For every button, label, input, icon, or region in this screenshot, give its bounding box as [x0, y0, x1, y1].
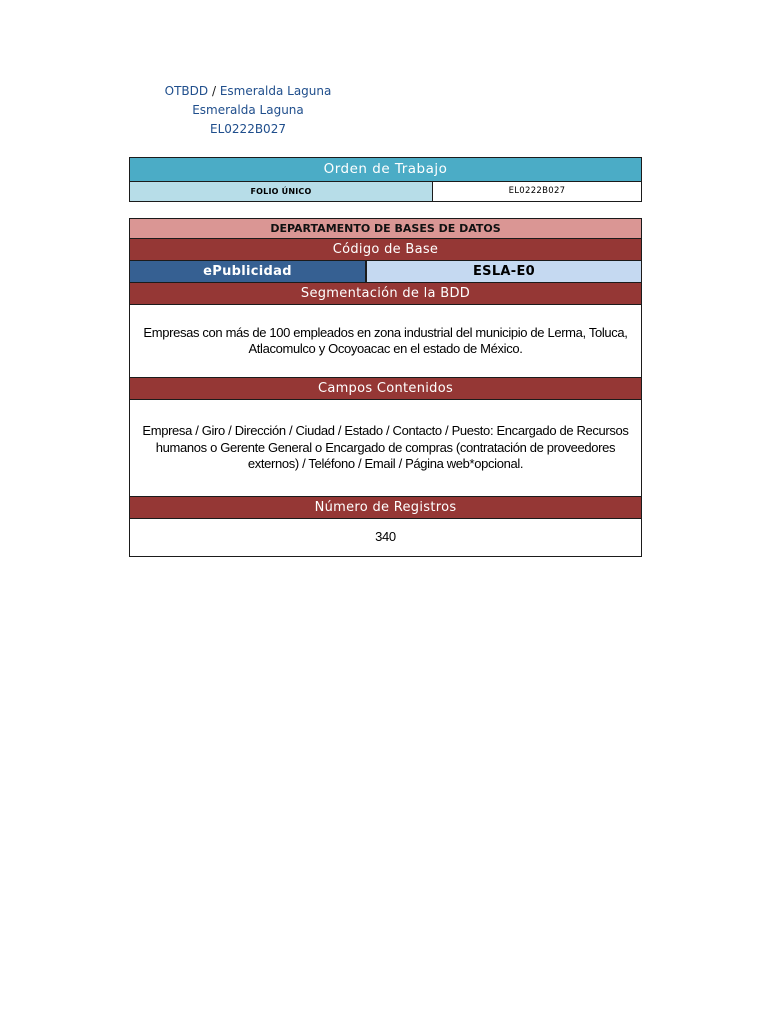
code-name: ePublicidad: [130, 261, 367, 282]
header-line-3: EL0222B027: [210, 122, 286, 136]
order-title: Orden de Trabajo: [130, 158, 641, 182]
fields-text: [142, 423, 628, 473]
folio-row: [130, 182, 641, 201]
segmentation-text: [143, 325, 627, 358]
header-name: Esmeralda Laguna: [219, 84, 332, 98]
segmentation-line-1: Empresas con más de 100 empleados en zona industrial del municipio de Lerma, Toluca,: [143, 324, 628, 340]
fields-line-3: externos) / Teléfono / Email / Página web*opcional.: [247, 456, 524, 472]
header-prefix: OTBDD: [164, 84, 209, 98]
records-value: 340: [130, 519, 641, 556]
segmentation-content: [130, 305, 641, 378]
segmentation-section-label: Segmentación de la BDD: [130, 283, 641, 305]
folio-label: FOLIO ÚNICO: [130, 182, 433, 201]
header-line-2: Esmeralda Laguna: [192, 103, 304, 117]
fields-line-2: humanos o Gerente General o Encargado de compras (contratación de proveedores: [155, 439, 616, 455]
fields-line-1: Empresa / Giro / Dirección / Ciudad / Estado / Contacto / Puesto: Encargado de Recursos: [142, 423, 629, 439]
department-heading: DEPARTAMENTO DE BASES DE DATOS: [130, 219, 641, 239]
document-header: [148, 82, 348, 139]
code-section-label: Código de Base: [130, 239, 641, 261]
order-table: [129, 157, 642, 202]
fields-section-label: Campos Contenidos: [130, 378, 641, 400]
folio-value: EL0222B027: [433, 182, 641, 201]
code-value: ESLA-E0: [367, 261, 641, 282]
fields-content: [130, 400, 641, 497]
code-row: [130, 261, 641, 283]
records-section-label: Número de Registros: [130, 497, 641, 519]
segmentation-line-2: Atlacomulco y Ocoyoacac en el estado de México.: [248, 341, 523, 356]
header-separator: /: [211, 84, 216, 98]
department-table: [129, 218, 642, 557]
header-line-1: [148, 82, 348, 101]
